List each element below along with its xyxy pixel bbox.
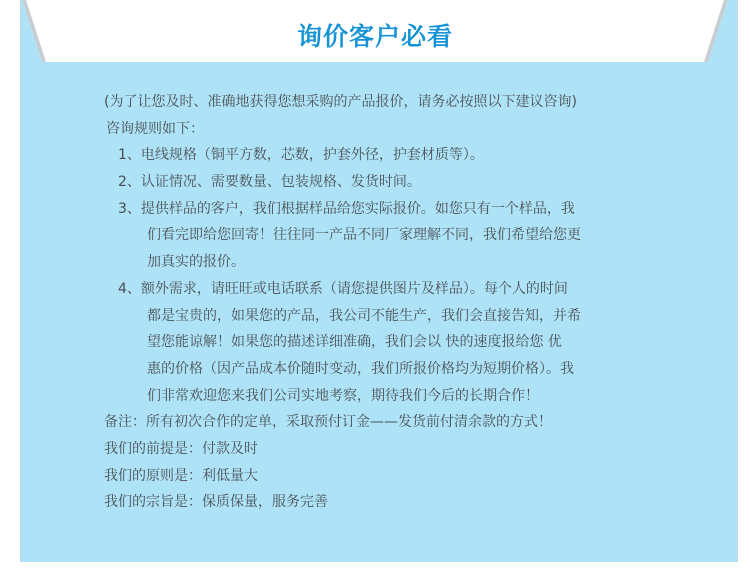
remark-text: 备注：所有初次合作的定单，采取预付订金——发货前付清余款的方式！ [104, 414, 552, 431]
rules-heading: 咨询规则如下： [106, 120, 204, 137]
intro-text: (为了让您及时、准确地获得您想采购的产品报价，请务必按照以下建议咨询) [104, 94, 577, 110]
principle-text: 我们的原则是：利低量大 [104, 467, 258, 484]
rule-item-3-continued: 加真实的报价。 [147, 254, 245, 271]
rule-item-2: 2、认证情况、需要数量、包装规格、发货时间。 [118, 174, 421, 191]
page-title: 询价客户必看 [296, 22, 453, 51]
rule-item-1: 1、电线规格（铜平方数，芯数，护套外径，护套材质等）。 [118, 147, 484, 164]
tenet-text: 我们的宗旨是：保质保量，服务完善 [104, 494, 328, 511]
title-banner [0, 0, 750, 72]
rule-item-4-continued: 都是宝贵的，如果您的产品，我公司不能生产，我们会直接告知，并希 [147, 307, 581, 324]
rule-item-3: 3、提供样品的客户，我们根据样品给您实际报价。如您只有一个样品，我 [118, 200, 575, 217]
premise-text: 我们的前提是：付款及时 [104, 440, 258, 457]
notice-content [104, 89, 664, 516]
rule-item-4-continued: 望您能谅解！如果您的描述详细准确，我们会以 快的速度报给您 优 [147, 334, 562, 351]
bottom-margin [0, 562, 750, 568]
rule-item-4-continued: 们非常欢迎您来我们公司实地考察，期待我们今后的长期合作！ [147, 387, 539, 404]
rule-item-3-continued: 们看完即给您回寄！往往同一产品不同厂家理解不同，我们希望给您更 [147, 227, 581, 244]
rule-item-4: 4、额外需求，请旺旺或电话联系（请您提供图片及样品）。每个人的时间 [118, 280, 568, 297]
rule-item-4-continued: 惠的价格（因产品成本价随时变动，我们所报价格均为短期价格）。我 [147, 360, 574, 377]
